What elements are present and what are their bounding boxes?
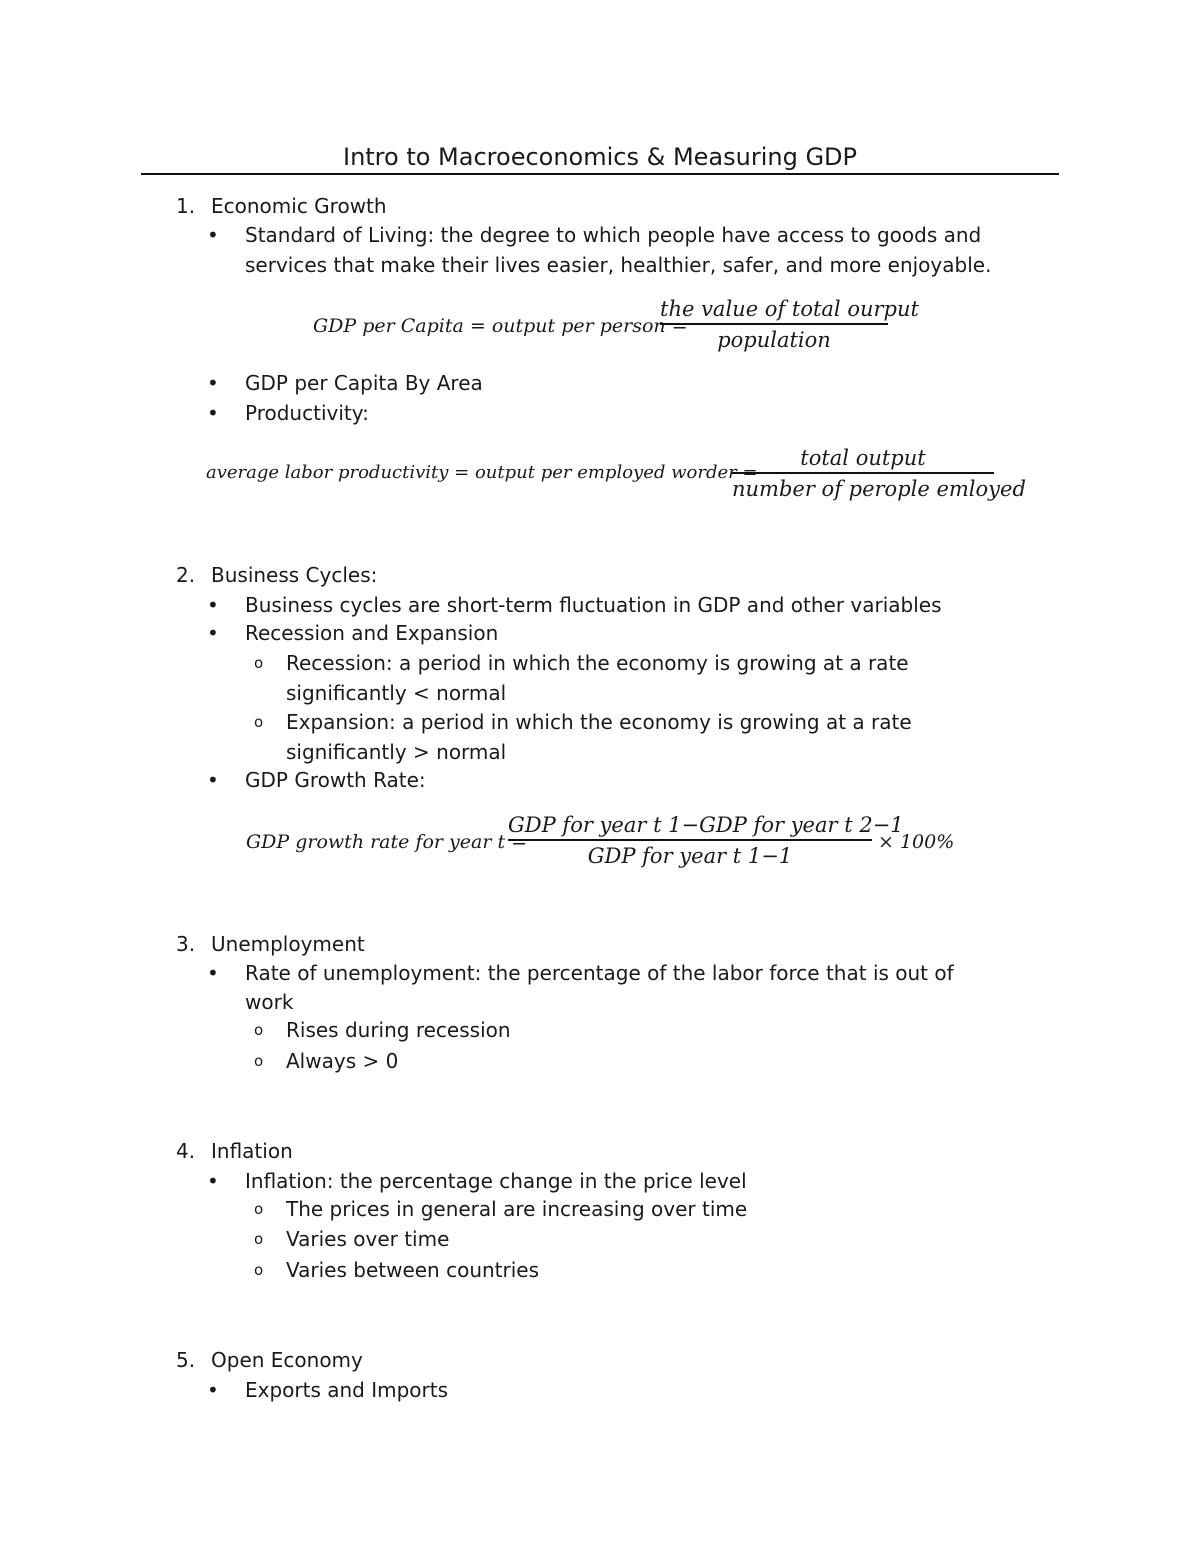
- page-title: Intro to Macroeconomics & Measuring GDP: [342, 143, 858, 171]
- bullet-text: GDP Growth Rate:: [245, 768, 426, 792]
- title-underline: [141, 173, 1059, 175]
- section-number: 4.: [176, 1139, 196, 1163]
- bullet-icon: •: [207, 593, 219, 617]
- bullet-text: Business cycles are short-term fluctuation in GDP and other variables: [245, 593, 942, 617]
- section-heading: Inflation: [211, 1139, 293, 1163]
- fraction-denominator: GDP for year t 1−1: [587, 844, 793, 868]
- bullet-icon: •: [207, 1169, 219, 1193]
- subbullet-icon: o: [254, 1052, 264, 1070]
- bullet-icon: •: [207, 223, 219, 247]
- gdp-growth-equation-lhs: GDP growth rate for year t =: [246, 831, 528, 853]
- subbullet-text: Always > 0: [286, 1049, 399, 1073]
- section-heading: Unemployment: [211, 932, 365, 956]
- bullet-icon: •: [207, 401, 219, 425]
- bullet-text: work: [245, 990, 294, 1014]
- bullet-icon: •: [207, 961, 219, 985]
- section-heading: Business Cycles:: [211, 563, 378, 587]
- subbullet-text: significantly < normal: [286, 681, 507, 705]
- subbullet-icon: o: [254, 713, 264, 731]
- subbullet-icon: o: [254, 654, 264, 672]
- bullet-text: services that make their lives easier, healthier, safer, and more enjoyable.: [245, 253, 992, 277]
- bullet-icon: •: [207, 1378, 219, 1402]
- subbullet-text: significantly > normal: [286, 740, 507, 764]
- fraction-bar: [732, 472, 994, 474]
- bullet-text: Exports and Imports: [245, 1378, 449, 1402]
- bullet-text: Inflation: the percentage change in the price level: [245, 1169, 747, 1193]
- fraction-numerator: total output: [800, 446, 926, 470]
- bullet-text: GDP per Capita By Area: [245, 371, 483, 395]
- subbullet-text: The prices in general are increasing over time: [286, 1197, 748, 1221]
- bullet-text: Standard of Living: the degree to which people have access to goods and: [245, 223, 982, 247]
- section-number: 2.: [176, 563, 196, 587]
- fraction-bar: [508, 839, 872, 841]
- subbullet-text: Rises during recession: [286, 1018, 511, 1042]
- subbullet-text: Varies over time: [286, 1227, 450, 1251]
- subbullet-text: Recession: a period in which the economy is growing at a rate: [286, 651, 909, 675]
- subbullet-text: Expansion: a period in which the economy is growing at a rate: [286, 710, 912, 734]
- section-number: 3.: [176, 932, 196, 956]
- bullet-text: Rate of unemployment: the percentage of the labor force that is out of: [245, 961, 954, 985]
- fraction-bar: [660, 323, 888, 325]
- subbullet-icon: o: [254, 1200, 264, 1218]
- subbullet-icon: o: [254, 1261, 264, 1279]
- labor-productivity-equation-lhs: average labor productivity = output per employed worder =: [206, 462, 758, 483]
- section-heading: Economic Growth: [211, 194, 387, 218]
- subbullet-icon: o: [254, 1021, 264, 1039]
- gdp-per-capita-equation-lhs: GDP per Capita = output per person =: [313, 315, 688, 337]
- gdp-growth-fraction: [508, 812, 904, 869]
- section-number: 1.: [176, 194, 196, 218]
- fraction-numerator: the value of total ourput: [660, 297, 919, 321]
- labor-productivity-fraction: [732, 445, 1026, 502]
- subbullet-icon: o: [254, 1230, 264, 1248]
- section-heading: Open Economy: [211, 1348, 363, 1372]
- gdp-growth-equation-suffix: × 100%: [878, 831, 955, 853]
- fraction-numerator: GDP for year t 1−GDP for year t 2−1: [508, 813, 904, 837]
- subbullet-text: Varies between countries: [286, 1258, 540, 1282]
- fraction-denominator: number of perople emloyed: [732, 477, 1026, 501]
- gdp-per-capita-fraction: [660, 296, 919, 353]
- bullet-icon: •: [207, 371, 219, 395]
- bullet-text: Recession and Expansion: [245, 621, 499, 645]
- bullet-icon: •: [207, 768, 219, 792]
- section-number: 5.: [176, 1348, 196, 1372]
- fraction-denominator: population: [717, 328, 831, 352]
- bullet-icon: •: [207, 621, 219, 645]
- bullet-text: Productivity:: [245, 401, 369, 425]
